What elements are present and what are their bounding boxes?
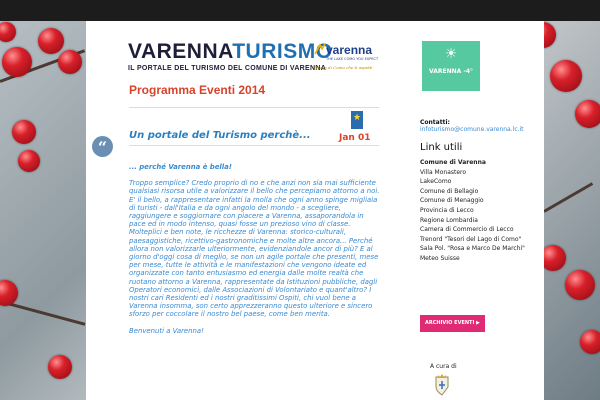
brand-foot: Il lago di Como che ti aspetti xyxy=(314,65,373,70)
post-closing: Benvenuti a Varenna! xyxy=(129,326,204,335)
berry xyxy=(565,270,595,300)
berry xyxy=(575,100,600,128)
brand-name: varenna xyxy=(326,43,373,57)
archive-events-button[interactable]: ARCHIVIO EVENTI ▶ xyxy=(420,315,485,332)
link-item[interactable]: Trenord "Tesori del Lago di Como" xyxy=(420,235,522,243)
berry xyxy=(580,330,600,354)
logo-part2: TURISMO xyxy=(232,40,333,63)
link-item[interactable]: Sala Pol. "Rosa e Marco De Marchi" xyxy=(420,245,525,253)
link-item[interactable]: Provincia di Lecco xyxy=(420,206,474,214)
post-body xyxy=(129,163,381,343)
link-item[interactable]: Comune di Varenna xyxy=(420,159,486,166)
link-item[interactable]: Comune di Bellagio xyxy=(420,187,479,195)
content-panel xyxy=(86,21,544,400)
acura-label: A cura di xyxy=(430,363,457,370)
site-tagline: IL PORTALE DEL TURISMO DEL COMUNE DI VARENNA xyxy=(128,65,327,72)
berry xyxy=(12,120,36,144)
brand-tag: THE LAKE COMO YOU EXPECT xyxy=(326,57,379,61)
featured-star-icon: ★ xyxy=(351,111,363,129)
coat-of-arms-icon xyxy=(433,373,451,397)
weather-widget[interactable] xyxy=(422,41,480,91)
contacts-email-link[interactable]: infoturismo@comune.varenna.lc.it xyxy=(420,126,524,133)
top-bar xyxy=(0,0,600,21)
berry xyxy=(550,60,582,92)
link-item[interactable]: Camera di Commercio di Lecco xyxy=(420,226,514,234)
logo-part1: VARENNA xyxy=(128,40,233,63)
links-list xyxy=(420,158,530,264)
post-date: Jan 01 xyxy=(339,133,371,143)
berry xyxy=(48,355,72,379)
sun-icon: ☀ xyxy=(444,46,458,62)
link-item[interactable]: Comune di Menaggio xyxy=(420,197,484,205)
link-item[interactable]: LakeComo xyxy=(420,178,452,186)
varenna-brand-logo[interactable] xyxy=(314,43,384,75)
post-title[interactable]: Un portale del Turismo perchè... xyxy=(129,130,311,141)
link-item[interactable]: Meteo Suisse xyxy=(420,254,460,262)
contacts-label: Contatti: xyxy=(420,119,450,126)
post-paragraph: Troppo semplice? Credo proprio di no e che anzi non sia mai sufficiente qualsiasi risorsa utile a valorizzare il bello che percepiamo attorno a noi. E' il bello, a rappresentare infatti la molla che ogni anno spinge migliaia di turisti - dall'Italia e da ogni angolo del mondo - a scegliere, raggiungere e soggiornare con piacere a Varenna, assaporandola in pace ed in modo intenso, quasi fosse un prezioso vino di classe. Molteplici e ben note, le ricchezze di Varenna: storico-culturali, paesaggistiche, ricettivo-gastronomiche e molte altre ancora... Perché allora non valorizzarle ulteriormente, evidenziandole ancor di più? E al giorno d'oggi cosa di meglio, se non un agile portale che presenti, mese per mese, tutte le attività e le manifestazioni che vengono ideate ed organizzate con tanto entusiasmo ed energia dalle molte realtà che ruotano attorno a Varenna, rappresentate da Istituzioni pubbliche, dagli Operatori economici, dalle Associazioni di Volontariato e quant'altro? I nostri cari Residenti ed i nostri graditissimi Ospiti, chi vuol bene a Varenna insomma, son certo apprezzeranno questo ulteriore e sincero sforzo per coccolare il nostro bel paese, come ben merita. xyxy=(129,179,380,319)
brand-mark-icon xyxy=(314,43,326,55)
links-title: Link utili xyxy=(420,142,463,153)
post-lead: ... perché Varenna è bella! xyxy=(129,163,232,171)
link-item[interactable]: Regione Lombardia xyxy=(420,216,478,224)
link-item[interactable]: Villa Monastero xyxy=(420,168,467,176)
berry xyxy=(2,47,32,77)
weather-label: VARENNA -4° xyxy=(428,68,474,75)
berry xyxy=(38,28,64,54)
berry xyxy=(18,150,40,172)
divider xyxy=(129,107,379,108)
berry xyxy=(58,50,82,74)
divider xyxy=(129,145,379,146)
quote-icon: “ xyxy=(92,136,113,157)
section-title[interactable]: Programma Eventi 2014 xyxy=(129,83,266,97)
